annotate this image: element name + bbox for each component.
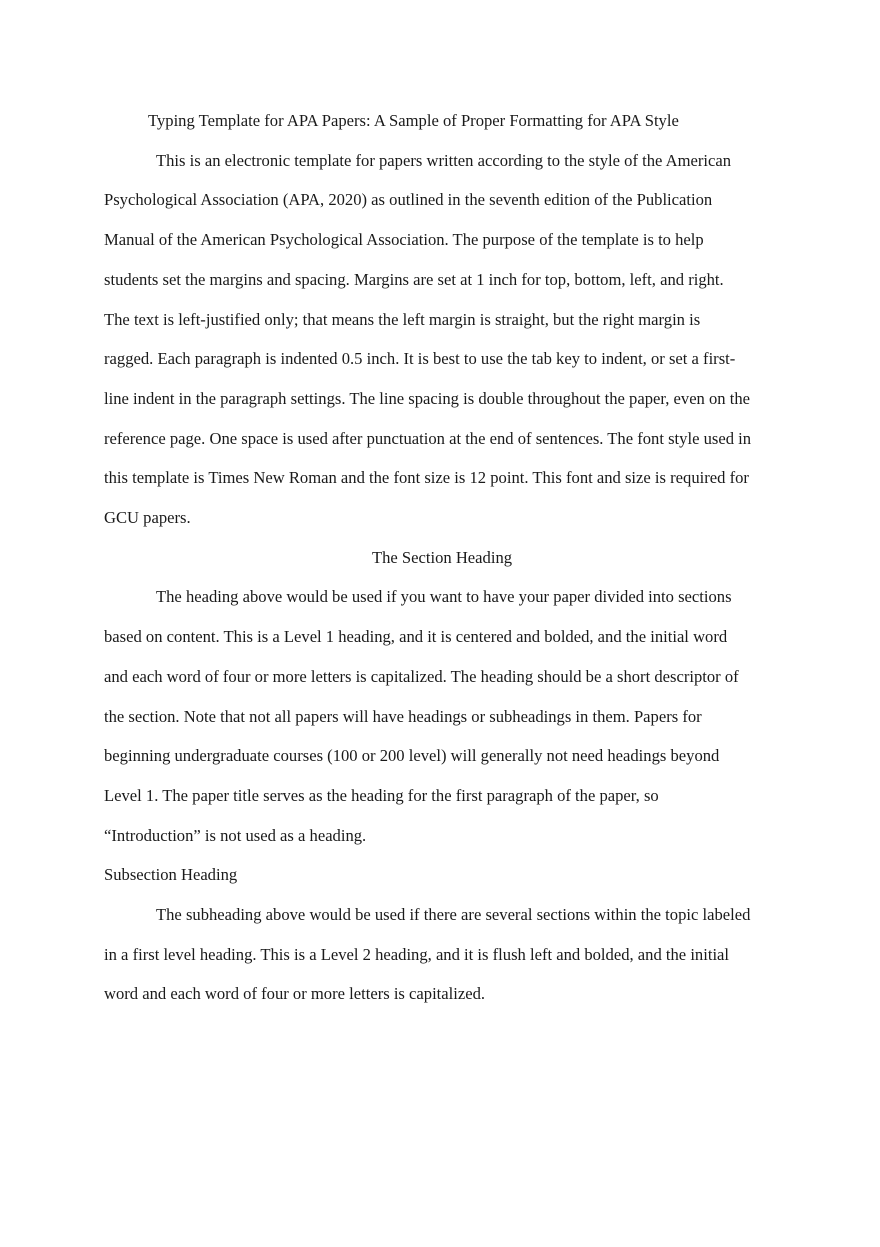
section-line: Level 1. The paper title serves as the heading for the first paragraph of the paper, so bbox=[104, 785, 659, 805]
section-line: the section. Note that not all papers will have headings or subheadings in them. Papers for bbox=[104, 706, 702, 726]
intro-line: reference page. One space is used after punctuation at the end of sentences. The font style used in bbox=[104, 428, 752, 448]
section-paragraph bbox=[104, 577, 780, 855]
subsection-line: The subheading above would be used if there are several sections within the topic labeled bbox=[156, 905, 751, 925]
intro-line: The text is left-justified only; that means the left margin is straight, but the right margin is bbox=[104, 309, 701, 329]
section-line: The heading above would be used if you want to have your paper divided into sections bbox=[156, 587, 732, 607]
intro-line: line indent in the paragraph settings. The line spacing is double throughout the paper, even on the bbox=[104, 388, 751, 408]
section-heading: The Section Heading bbox=[371, 547, 513, 567]
intro-line: ragged. Each paragraph is indented 0.5 inch. It is best to use the tab key to indent, or set a first- bbox=[104, 349, 736, 369]
intro-line: GCU papers. bbox=[104, 508, 191, 528]
subsection-heading: Subsection Heading bbox=[104, 865, 238, 885]
paper-title: Typing Template for APA Papers: A Sample of Proper Formatting for APA Style bbox=[148, 111, 679, 130]
subsection-line: in a first level heading. This is a Level 2 heading, and it is flush left and bolded, and the initial bbox=[104, 944, 730, 964]
section-line: “Introduction” is not used as a heading. bbox=[104, 825, 367, 845]
intro-line: Psychological Association (APA, 2020) as outlined in the seventh edition of the Publication bbox=[104, 190, 713, 210]
intro-line: this template is Times New Roman and the font size is 12 point. This font and size is required for bbox=[104, 468, 749, 488]
section-line: beginning undergraduate courses (100 or 200 level) will generally not need headings beyond bbox=[104, 746, 720, 766]
section-line: based on content. This is a Level 1 heading, and it is centered and bolded, and the initial word bbox=[104, 627, 728, 647]
intro-paragraph bbox=[104, 141, 780, 538]
intro-line: Manual of the American Psychological Association. The purpose of the template is to help bbox=[104, 230, 704, 250]
document-body bbox=[104, 101, 780, 1014]
subsection-line: word and each word of four or more letters is capitalized. bbox=[104, 984, 486, 1004]
intro-line: This is an electronic template for papers written according to the style of the American bbox=[156, 150, 732, 170]
subsection-paragraph bbox=[104, 895, 780, 1014]
section-line: and each word of four or more letters is capitalized. The heading should be a short descriptor of bbox=[104, 666, 739, 686]
intro-line: students set the margins and spacing. Margins are set at 1 inch for top, bottom, left, and right. bbox=[104, 269, 724, 289]
